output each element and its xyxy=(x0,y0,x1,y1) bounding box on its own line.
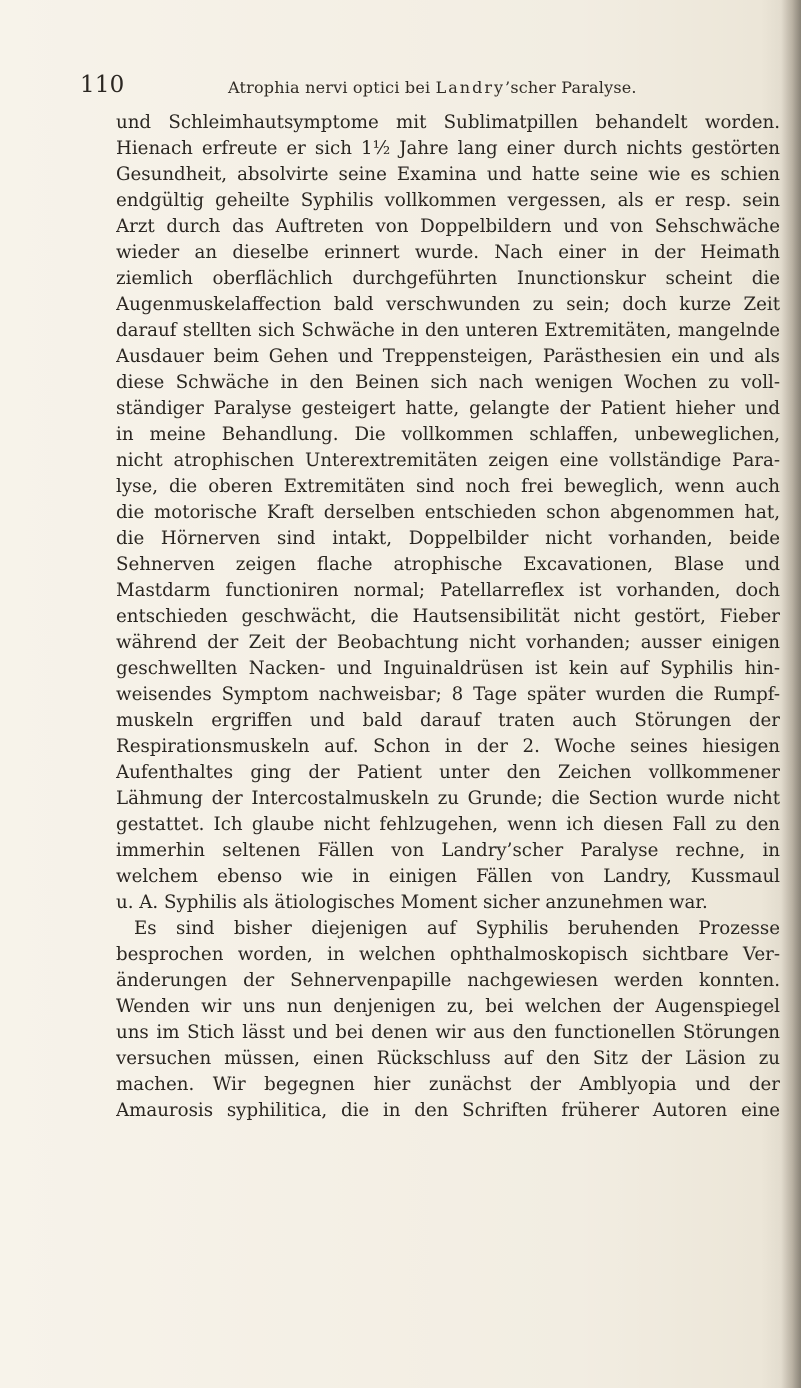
text-line: Aufenthaltes ging der Patient unter den Zeichen vollkommener xyxy=(116,762,780,783)
text-line: und Schleimhautsymptome mit Sublimatpillen behandelt worden. xyxy=(116,112,780,133)
text-line: Hienach erfreute er sich 1½ Jahre lang einer durch nichts gestörten xyxy=(116,138,780,159)
text-line: Mastdarm functioniren normal; Patellarreflex ist vorhanden, doch xyxy=(116,580,780,601)
page-edge-shadow xyxy=(781,0,801,1388)
text-line: muskeln ergriffen und bald darauf traten auch Störungen der xyxy=(116,710,780,731)
text-line: änderungen der Sehnervenpapille nachgewiesen werden konnten. xyxy=(116,970,780,991)
text-line: die motorische Kraft derselben entschieden schon abgenommen hat, xyxy=(116,502,780,523)
text-line: in meine Behandlung. Die vollkommen schlaffen, unbeweglichen, xyxy=(116,424,780,445)
text-line: darauf stellten sich Schwäche in den unteren Extremitäten, mangelnde xyxy=(116,320,780,341)
running-title-part1: Atrophia nervi optici bei xyxy=(228,78,436,97)
text-line: ziemlich oberflächlich durchgeführten Inunctionskur scheint die xyxy=(116,268,780,289)
text-line: u. A. Syphilis als ätiologisches Moment sicher anzunehmen war. xyxy=(116,892,708,913)
text-line: Respirationsmuskeln auf. Schon in der 2. Woche seines hiesigen xyxy=(116,736,780,757)
text-line: nicht atrophischen Unterextremitäten zeigen eine vollständige Para- xyxy=(116,450,780,471)
running-title-author: Landry xyxy=(435,78,506,97)
running-title xyxy=(228,78,637,97)
text-line: Wenden wir uns nun denjenigen zu, bei welchen der Augenspiegel xyxy=(116,996,780,1017)
text-line: versuchen müssen, einen Rückschluss auf den Sitz der Läsion zu xyxy=(116,1048,780,1069)
text-line-paragraph-start: Es sind bisher diejenigen auf Syphilis beruhenden Prozesse xyxy=(134,918,780,939)
page-header xyxy=(80,72,780,102)
text-line: immerhin seltenen Fällen von Landry’scher Paralyse rechne, in xyxy=(116,840,780,861)
text-line: Lähmung der Intercostalmuskeln zu Grunde; die Section wurde nicht xyxy=(116,788,780,809)
text-line: Augenmuskelaffection bald verschwunden zu sein; doch kurze Zeit xyxy=(116,294,780,315)
text-line: besprochen worden, in welchen ophthalmoskopisch sichtbare Ver- xyxy=(116,944,780,965)
text-line: Gesundheit, absolvirte seine Examina und hatte seine wie es schien xyxy=(116,164,780,185)
text-line: diese Schwäche in den Beinen sich nach wenigen Wochen zu voll- xyxy=(116,372,780,393)
text-line: die Hörnerven sind intakt, Doppelbilder nicht vorhanden, beide xyxy=(116,528,780,549)
text-line: machen. Wir begegnen hier zunächst der Amblyopia und der xyxy=(116,1074,780,1095)
text-line: während der Zeit der Beobachtung nicht vorhanden; ausser einigen xyxy=(116,632,780,653)
page-number: 110 xyxy=(80,72,125,98)
text-line: Sehnerven zeigen flache atrophische Excavationen, Blase und xyxy=(116,554,780,575)
text-line: lyse, die oberen Extremitäten sind noch frei beweglich, wenn auch xyxy=(116,476,780,497)
text-line: ständiger Paralyse gesteigert hatte, gelangte der Patient hieher und xyxy=(116,398,780,419)
text-line: gestattet. Ich glaube nicht fehlzugehen, wenn ich diesen Fall zu den xyxy=(116,814,780,835)
body-text xyxy=(116,110,780,1124)
text-line: weisendes Symptom nachweisbar; 8 Tage später wurden die Rumpf- xyxy=(116,684,780,705)
text-line: Ausdauer beim Gehen und Treppensteigen, Parästhesien ein und als xyxy=(116,346,780,367)
text-line: wieder an dieselbe erinnert wurde. Nach einer in der Heimath xyxy=(116,242,780,263)
text-line: geschwellten Nacken- und Inguinaldrüsen ist kein auf Syphilis hin- xyxy=(116,658,780,679)
text-line: uns im Stich lässt und bei denen wir aus den functionellen Störungen xyxy=(116,1022,780,1043)
text-line: endgültig geheilte Syphilis vollkommen vergessen, als er resp. sein xyxy=(116,190,780,211)
text-line: Amaurosis syphilitica, die in den Schriften früherer Autoren eine xyxy=(116,1100,780,1121)
running-title-part2: ’scher Paralyse. xyxy=(505,78,637,97)
text-line: entschieden geschwächt, die Hautsensibilität nicht gestört, Fieber xyxy=(116,606,780,627)
text-line: welchem ebenso wie in einigen Fällen von Landry, Kussmaul xyxy=(116,866,780,887)
text-line: Arzt durch das Auftreten von Doppelbildern und von Sehschwäche xyxy=(116,216,780,237)
